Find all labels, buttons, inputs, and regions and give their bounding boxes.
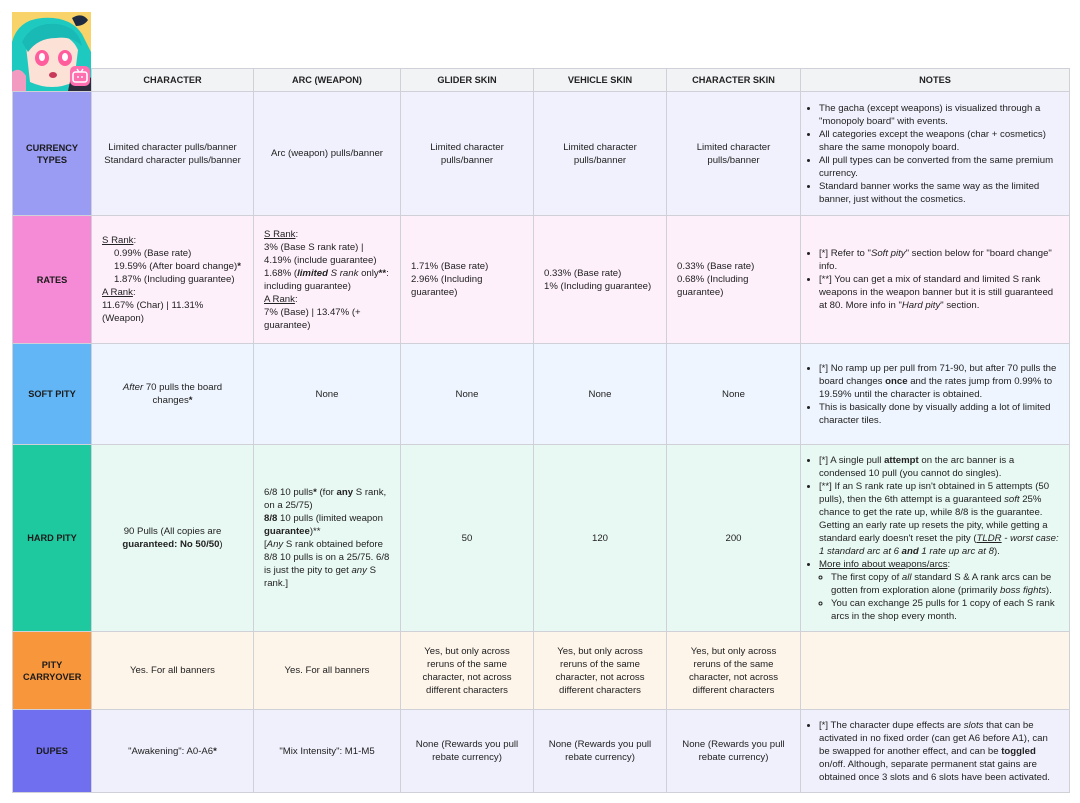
- rates-charskin-cell: [667, 216, 801, 344]
- rate-text: S rank: [328, 267, 359, 279]
- rate-line: 3% (Base S rank rate) | 4.19% (include guarantee): [264, 241, 377, 266]
- currency-character-line: Standard character pulls/banner: [104, 154, 241, 166]
- header-notes: NOTES: [801, 69, 1070, 92]
- s-rank-label: S Rank: [264, 228, 296, 240]
- rate-line: 0.33% (Base rate): [677, 261, 755, 272]
- row-dupes: [13, 710, 1070, 793]
- rate-line: 7% (Base) | 13.47% (+ guarantee): [264, 306, 361, 331]
- footnote-marker: *: [213, 745, 217, 757]
- note-text: [**] If an S rank rate up isn't obtained in 5 attempts (50 pulls), then the 6th attempt is a guaranteed: [819, 480, 1050, 505]
- dupes-glider-cell: None (Rewards you pull rebate currency): [401, 710, 534, 793]
- hard-vehicle-cell: 120: [534, 445, 667, 632]
- row-soft-pity: [13, 344, 1070, 445]
- rate-line: 2.96% (Including guarantee): [411, 274, 483, 298]
- header-arc-weapon: ARC (WEAPON): [254, 69, 401, 92]
- note-text: " section.: [940, 300, 980, 311]
- a-rank-heading: A Rank:: [102, 287, 136, 298]
- dupes-arc-cell: "Mix Intensity": M1-M5: [254, 710, 401, 793]
- weapons-arcs-link[interactable]: More info about weapons/arcs: [819, 558, 948, 570]
- note-emphasis: slots: [963, 719, 984, 731]
- note-item: • All categories except the weapons (char + cosmetics) share the same monopoly board.: [819, 128, 1059, 154]
- note-text: on/off. Although, separate permanent stat gains are obtained once 3 slots and 6 slots have been activated.: [819, 758, 1050, 783]
- hard-arc-line: [264, 538, 390, 590]
- dupes-vehicle-cell: None (Rewards you pull rebate currency): [534, 710, 667, 793]
- note-item: [819, 558, 1059, 623]
- rate-line: [102, 260, 243, 273]
- rate-text: : including guarantee): [264, 267, 389, 292]
- hard-charskin-cell: 200: [667, 445, 801, 632]
- note-text: [*] A single pull: [819, 454, 885, 466]
- carry-character-cell: Yes. For all banners: [92, 632, 254, 710]
- note-emphasis: all: [901, 571, 912, 583]
- hard-text: S rank, on a 25/75): [264, 487, 387, 511]
- note-text: [**] You can get a mix of standard and limited S rank weapons in the weapon banner but it is still guaranteed at 80. More info in ": [819, 274, 1054, 311]
- hard-text: S rank obtained before 8/8 10 pulls is on a 25/75. 6/8 is just the pity to get: [264, 539, 390, 576]
- rate-text: 1.68% (: [264, 267, 298, 279]
- header-character: CHARACTER: [92, 69, 254, 92]
- s-rank-heading: S Rank:: [264, 228, 299, 240]
- hard-emphasis: guaranteed: No 50/50: [122, 539, 220, 550]
- note-subitem: [831, 571, 1059, 597]
- note-emphasis: Hard pity: [901, 300, 941, 311]
- note-subitem: ◦ You can exchange 25 pulls for 1 copy of each S rank arcs in the shop every month.: [831, 597, 1059, 623]
- header-vehicle-skin: VEHICLE SKIN: [534, 69, 667, 92]
- rate-text: only: [358, 267, 379, 279]
- currency-vehicle-cell: Limited character pulls/banner: [534, 92, 667, 216]
- corner-cell: [13, 69, 92, 92]
- a-rank-label: A Rank: [264, 293, 295, 305]
- rate-line: 11.67% (Char) | 11.31% (Weapon): [102, 300, 204, 324]
- hard-emphasis: guarantee: [264, 526, 310, 537]
- note-emphasis: toggled: [1001, 745, 1036, 757]
- note-text: on the arc banner is a condensed 10 pull (you cannot do singles).: [819, 454, 1015, 479]
- currency-glider-cell: Limited character pulls/banner: [401, 92, 534, 216]
- rate-text: 19.59% (After board change): [114, 261, 238, 272]
- note-item: [819, 480, 1059, 558]
- dupes-notes-cell: [801, 710, 1070, 793]
- rates-character-cell: [92, 216, 254, 344]
- note-emphasis: soft: [1004, 493, 1020, 505]
- hard-glider-cell: 50: [401, 445, 534, 632]
- note-item: • All pull types can be converted from the same premium currency.: [819, 154, 1059, 180]
- note-item: • The gacha (except weapons) is visualized through a "monopoly board" with events.: [819, 102, 1059, 128]
- note-item: [819, 719, 1059, 784]
- dupes-text: "Awakening": A0-A6: [128, 745, 214, 757]
- soft-vehicle-cell: None: [534, 344, 667, 445]
- rates-notes-cell: [801, 216, 1070, 344]
- row-label-dupes: DUPES: [13, 710, 92, 793]
- rate-line: 1% (Including guarantee): [544, 280, 652, 292]
- currency-charskin-cell: Limited character pulls/banner: [667, 92, 801, 216]
- row-label-pity-carryover: PITY CARRYOVER: [13, 632, 92, 710]
- carry-glider-cell: Yes, but only across reruns of the same character, not across different characters: [401, 632, 534, 710]
- hard-text: ): [219, 539, 223, 550]
- carry-notes-cell: [801, 632, 1070, 710]
- soft-notes-cell: [801, 344, 1070, 445]
- note-text: [*] No ramp up per pull from 71-90, but after 70 pulls the board changes: [819, 362, 1057, 387]
- carry-arc-cell: Yes. For all banners: [254, 632, 401, 710]
- hard-text: (for: [316, 487, 337, 498]
- note-item: [819, 362, 1059, 401]
- note-text: [*] The character dupe effects are: [819, 719, 964, 731]
- hard-text: 6/8 10 pulls: [264, 487, 314, 498]
- soft-text-emphasis: After: [122, 382, 144, 393]
- gacha-comparison-table: [12, 68, 1070, 793]
- row-label-soft-pity: SOFT PITY: [13, 344, 92, 445]
- note-item: • This is basically done by visually adding a lot of limited character tiles.: [819, 401, 1059, 427]
- rates-vehicle-cell: [534, 216, 667, 344]
- rate-emphasis: limited: [297, 267, 328, 279]
- currency-character-line: Limited character pulls/banner: [108, 141, 237, 153]
- note-emphasis: and: [901, 545, 919, 557]
- note-emphasis: attempt: [884, 454, 919, 466]
- dupes-charskin-cell: None (Rewards you pull rebate currency): [667, 710, 801, 793]
- header-character-skin: CHARACTER SKIN: [667, 69, 801, 92]
- note-text: and the rates jump from 0.99% to 19.59% until the character is obtained.: [819, 375, 1053, 400]
- rates-arc-cell: [254, 216, 401, 344]
- hard-character-cell: [92, 445, 254, 632]
- soft-text: 70 pulls the board changes: [143, 382, 223, 406]
- note-text: The first copy of: [831, 571, 902, 583]
- hard-emphasis: any: [351, 565, 367, 576]
- note-emphasis: 1 rate up arc at 8: [918, 545, 994, 557]
- soft-arc-cell: None: [254, 344, 401, 445]
- hard-text: )**: [309, 526, 321, 537]
- note-text: " section below for "board change" info.: [819, 248, 1052, 272]
- row-label-hard-pity: HARD PITY: [13, 445, 92, 632]
- soft-charskin-cell: None: [667, 344, 801, 445]
- hard-arc-cell: [254, 445, 401, 632]
- currency-character-cell: [92, 92, 254, 216]
- rate-line: [264, 267, 390, 293]
- hard-text: S rank.]: [264, 565, 377, 589]
- s-rank-label: S Rank: [102, 235, 134, 246]
- note-emphasis: once: [885, 375, 908, 387]
- row-currency-types: [13, 92, 1070, 216]
- hard-emphasis: Any: [266, 539, 284, 550]
- carry-charskin-cell: Yes, but only across reruns of the same character, not across different characters: [667, 632, 801, 710]
- hard-arc-line: [264, 512, 390, 538]
- note-text: [*] Refer to ": [819, 248, 871, 259]
- row-label-rates: RATES: [13, 216, 92, 344]
- rates-glider-cell: [401, 216, 534, 344]
- rate-line: 1.71% (Base rate): [411, 261, 489, 272]
- footnote-marker: *: [313, 487, 317, 498]
- currency-notes-cell: [801, 92, 1070, 216]
- row-pity-carryover: [13, 632, 1070, 710]
- carry-vehicle-cell: Yes, but only across reruns of the same character, not across different characters: [534, 632, 667, 710]
- row-hard-pity: [13, 445, 1070, 632]
- hard-arc-line: [264, 486, 390, 512]
- note-item: [819, 247, 1059, 273]
- note-item: [819, 454, 1059, 480]
- hard-text: [: [264, 539, 267, 550]
- note-text: :: [947, 558, 951, 570]
- row-rates: [13, 216, 1070, 344]
- rate-line: 0.33% (Base rate): [544, 267, 622, 279]
- note-text: ).: [993, 545, 1000, 557]
- rate-line: 1.87% (Including guarantee): [114, 274, 235, 285]
- note-emphasis: - worst case: 1 standard arc at 6: [819, 532, 1059, 557]
- soft-glider-cell: None: [401, 344, 534, 445]
- note-text: that can be activated in no fixed order (can get A6 before A1), can be swapped for another effect, and can be: [819, 719, 1048, 757]
- rate-line: 0.68% (Including guarantee): [677, 274, 749, 298]
- note-emphasis: boss fights: [1000, 584, 1046, 596]
- hard-text: 10 pulls (limited weapon: [277, 513, 383, 524]
- hard-notes-cell: [801, 445, 1070, 632]
- note-text: ).: [1045, 584, 1052, 596]
- rate-line: 0.99% (Base rate): [114, 248, 192, 259]
- hard-emphasis: 8/8: [264, 513, 278, 524]
- note-emphasis: TLDR: [976, 532, 1002, 544]
- a-rank-heading: A Rank:: [264, 293, 298, 305]
- note-item: [819, 273, 1059, 312]
- hard-emphasis: any: [336, 487, 354, 498]
- dupes-character-cell: [92, 710, 254, 793]
- currency-arc-cell: Arc (weapon) pulls/banner: [254, 92, 401, 216]
- footnote-marker: *: [237, 261, 241, 272]
- a-rank-label: A Rank: [102, 287, 133, 298]
- footnote-marker: **: [378, 267, 387, 279]
- soft-character-cell: [92, 344, 254, 445]
- note-emphasis: Soft pity: [870, 248, 906, 259]
- note-text: 25% chance to get the rate up, while 8/8 is the guarantee. Getting an early rate up resets the pity, while getting a standard early doesn't reset the pity (: [819, 493, 1048, 544]
- hard-text: 90 Pulls (All copies are: [123, 526, 222, 537]
- s-rank-heading: S Rank:: [102, 235, 137, 246]
- header-row: [13, 69, 1070, 92]
- row-label-currency-types: CURRENCY TYPES: [13, 92, 92, 216]
- header-glider-skin: GLIDER SKIN: [401, 69, 534, 92]
- footnote-marker: *: [188, 395, 193, 406]
- note-item: • Standard banner works the same way as the limited banner, just without the cosmetics.: [819, 180, 1059, 206]
- note-text: standard S & A rank arcs can be gotten from exploration alone (primarily: [831, 571, 1052, 596]
